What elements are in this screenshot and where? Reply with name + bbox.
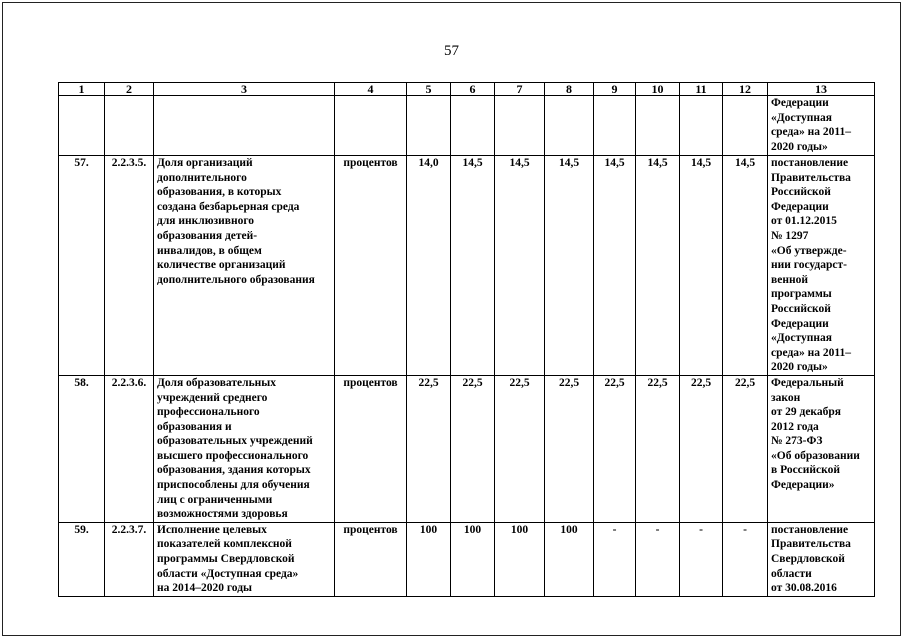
value-cell: 14,5	[594, 156, 636, 376]
document-page	[2, 2, 901, 636]
page-number: 57	[444, 43, 459, 59]
value-cell: -	[594, 522, 636, 596]
empty-cell	[594, 96, 636, 156]
value-cell: 22,5	[407, 375, 451, 522]
legal-basis-cell: постановление Правительства Свердловской области от 30.08.2016	[768, 522, 875, 596]
table-row-continuation	[59, 96, 875, 156]
value-cell: 14,0	[407, 156, 451, 376]
value-cell: 22,5	[594, 375, 636, 522]
value-cell: 14,5	[451, 156, 495, 376]
value-cell: -	[680, 522, 723, 596]
column-header: 3	[154, 83, 335, 96]
indicator-description: Исполнение целевых показателей комплексной программы Свердловской области «Доступная среда» на 2014–2020 годы	[154, 522, 335, 596]
row-number: 57.	[59, 156, 105, 376]
value-cell: 14,5	[545, 156, 594, 376]
indicator-code: 2.2.3.7.	[105, 522, 154, 596]
value-cell: 22,5	[723, 375, 768, 522]
indicator-code: 2.2.3.5.	[105, 156, 154, 376]
table-row	[59, 522, 875, 596]
legal-basis-cell: Федеральный закон от 29 декабря 2012 года № 273-ФЗ «Об образовании в Российской Федерации»	[768, 375, 875, 522]
empty-cell	[335, 96, 407, 156]
table-row	[59, 375, 875, 522]
indicator-description: Доля образовательных учреждений среднего профессионального образования и образовательных учреждений высшего профессионального образования, здания которых приспособлены для обучения лиц с ограниченными возможностями здоровья	[154, 375, 335, 522]
empty-cell	[105, 96, 154, 156]
empty-cell	[407, 96, 451, 156]
column-header: 4	[335, 83, 407, 96]
value-cell: 14,5	[636, 156, 680, 376]
value-cell: 22,5	[495, 375, 545, 522]
column-header: 10	[636, 83, 680, 96]
value-cell: 22,5	[451, 375, 495, 522]
empty-cell	[154, 96, 335, 156]
table-header-row	[59, 83, 875, 96]
unit-cell: процентов	[335, 156, 407, 376]
value-cell: -	[723, 522, 768, 596]
value-cell: 22,5	[545, 375, 594, 522]
empty-cell	[59, 96, 105, 156]
unit-cell: процентов	[335, 522, 407, 596]
column-header: 2	[105, 83, 154, 96]
empty-cell	[451, 96, 495, 156]
column-header: 12	[723, 83, 768, 96]
row-number: 59.	[59, 522, 105, 596]
indicator-description: Доля организаций дополнительного образования, в которых создана безбарьерная среда для инклюзивного образования детей- инвалидов, в общем количестве организаций дополнительного образования	[154, 156, 335, 376]
value-cell: 100	[545, 522, 594, 596]
column-header: 11	[680, 83, 723, 96]
column-header: 13	[768, 83, 875, 96]
column-header: 6	[451, 83, 495, 96]
empty-cell	[495, 96, 545, 156]
empty-cell	[680, 96, 723, 156]
empty-cell	[636, 96, 680, 156]
empty-cell	[545, 96, 594, 156]
column-header: 1	[59, 83, 105, 96]
indicator-code: 2.2.3.6.	[105, 375, 154, 522]
value-cell: 22,5	[636, 375, 680, 522]
column-header: 7	[495, 83, 545, 96]
value-cell: 100	[451, 522, 495, 596]
value-cell: 14,5	[680, 156, 723, 376]
empty-cell	[723, 96, 768, 156]
unit-cell: процентов	[335, 375, 407, 522]
row-number: 58.	[59, 375, 105, 522]
value-cell: -	[636, 522, 680, 596]
value-cell: 14,5	[495, 156, 545, 376]
legal-basis-cell: Федерации «Доступная среда» на 2011– 2020 годы»	[768, 96, 875, 156]
value-cell: 100	[495, 522, 545, 596]
legal-basis-cell: постановление Правительства Российской Федерации от 01.12.2015 № 1297 «Об утвержде- нии государст- венной программы Российской Федерации «Доступная среда» на 2011– 2020 годы»	[768, 156, 875, 376]
table-row	[59, 156, 875, 376]
column-header: 9	[594, 83, 636, 96]
column-header: 8	[545, 83, 594, 96]
value-cell: 100	[407, 522, 451, 596]
value-cell: 14,5	[723, 156, 768, 376]
value-cell: 22,5	[680, 375, 723, 522]
column-header: 5	[407, 83, 451, 96]
indicators-table	[58, 82, 875, 597]
